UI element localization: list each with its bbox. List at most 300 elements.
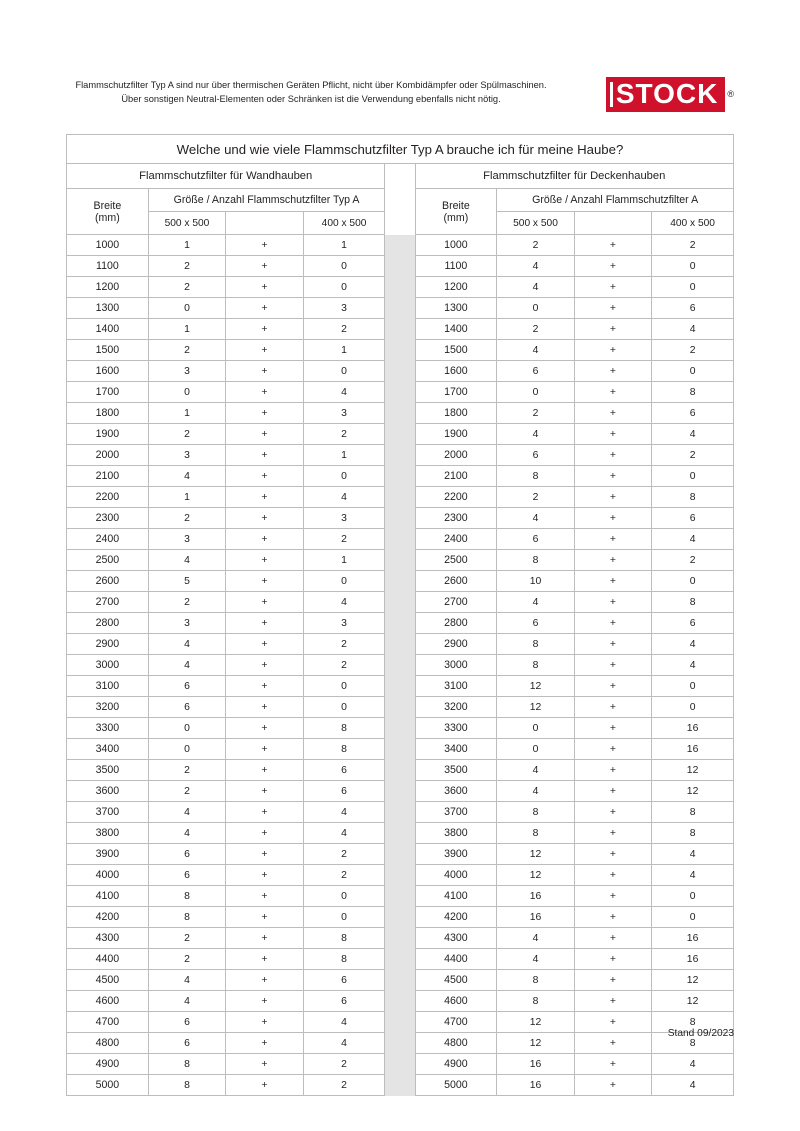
- table-row: [67, 256, 734, 277]
- row-right-breite: 4300: [415, 928, 497, 949]
- row-left-plus: +: [226, 907, 303, 928]
- row-right-count-500: 4: [497, 340, 574, 361]
- row-left-count-400: 0: [303, 466, 385, 487]
- row-left-count-500: 1: [148, 235, 225, 256]
- row-right-plus: +: [574, 1033, 651, 1054]
- column-spacer-cell: [385, 655, 415, 676]
- row-left-breite: 2300: [67, 508, 149, 529]
- row-left-breite: 2100: [67, 466, 149, 487]
- row-right-breite: 3200: [415, 697, 497, 718]
- row-right-count-500: 4: [497, 760, 574, 781]
- row-right-count-500: 12: [497, 865, 574, 886]
- row-left-breite: 4800: [67, 1033, 149, 1054]
- table-row: [67, 424, 734, 445]
- left-breite-label: Breite: [93, 199, 122, 212]
- row-right-breite: 2200: [415, 487, 497, 508]
- table-body: [67, 235, 734, 1096]
- table-row: [67, 445, 734, 466]
- table-row: [67, 781, 734, 802]
- row-right-count-500: 8: [497, 970, 574, 991]
- table-row: [67, 718, 734, 739]
- table-row: [67, 1054, 734, 1075]
- row-left-plus: +: [226, 298, 303, 319]
- row-left-count-400: 0: [303, 361, 385, 382]
- table-row: [67, 403, 734, 424]
- row-left-count-500: 6: [148, 865, 225, 886]
- column-spacer-cell: [385, 823, 415, 844]
- row-left-breite: 3100: [67, 676, 149, 697]
- table-row: [67, 886, 734, 907]
- row-right-plus: +: [574, 739, 651, 760]
- row-left-count-500: 4: [148, 550, 225, 571]
- logo-box: [606, 77, 726, 112]
- table-title: Welche und wie viele Flammschutzfilter Typ A brauche ich für meine Haube?: [67, 135, 734, 164]
- row-left-count-400: 0: [303, 277, 385, 298]
- section-header-wandhauben: Flammschutzfilter für Wandhauben: [67, 164, 385, 189]
- row-left-plus: +: [226, 1075, 303, 1096]
- row-left-plus: +: [226, 970, 303, 991]
- row-right-breite: 2700: [415, 592, 497, 613]
- row-left-breite: 3300: [67, 718, 149, 739]
- row-right-count-500: 4: [497, 508, 574, 529]
- row-right-breite: 2400: [415, 529, 497, 550]
- left-size-a-header: 500 x 500: [148, 212, 225, 235]
- row-left-breite: 3200: [67, 697, 149, 718]
- row-right-plus: +: [574, 886, 651, 907]
- row-left-count-500: 0: [148, 718, 225, 739]
- row-right-count-500: 0: [497, 382, 574, 403]
- row-right-count-500: 12: [497, 676, 574, 697]
- row-right-plus: +: [574, 424, 651, 445]
- column-spacer-cell: [385, 1054, 415, 1075]
- row-right-plus: +: [574, 655, 651, 676]
- column-spacer-cell: [385, 361, 415, 382]
- row-left-plus: +: [226, 823, 303, 844]
- row-right-count-500: 16: [497, 907, 574, 928]
- row-left-plus: +: [226, 991, 303, 1012]
- column-spacer-cell: [385, 928, 415, 949]
- row-right-count-400: 0: [652, 886, 734, 907]
- row-right-count-400: 12: [652, 991, 734, 1012]
- row-right-count-400: 4: [652, 655, 734, 676]
- row-left-breite: 1400: [67, 319, 149, 340]
- row-right-count-400: 4: [652, 529, 734, 550]
- row-left-plus: +: [226, 235, 303, 256]
- table-row: [67, 928, 734, 949]
- row-left-breite: 4200: [67, 907, 149, 928]
- row-left-breite: 1100: [67, 256, 149, 277]
- footer-stand: Stand 09/2023: [667, 1028, 734, 1039]
- table-row: [67, 970, 734, 991]
- row-left-count-400: 6: [303, 991, 385, 1012]
- table-row: [67, 1033, 734, 1054]
- row-right-breite: 1700: [415, 382, 497, 403]
- row-right-plus: +: [574, 781, 651, 802]
- row-left-count-400: 4: [303, 592, 385, 613]
- row-right-count-500: 2: [497, 235, 574, 256]
- row-right-breite: 5000: [415, 1075, 497, 1096]
- row-left-count-400: 4: [303, 1012, 385, 1033]
- row-right-plus: +: [574, 466, 651, 487]
- row-left-count-500: 2: [148, 340, 225, 361]
- column-spacer-cell: [385, 508, 415, 529]
- row-left-breite: 2700: [67, 592, 149, 613]
- row-right-count-400: 8: [652, 382, 734, 403]
- column-spacer-cell: [385, 382, 415, 403]
- row-right-count-500: 4: [497, 781, 574, 802]
- table-row: [67, 697, 734, 718]
- row-left-breite: 4000: [67, 865, 149, 886]
- row-left-count-400: 3: [303, 403, 385, 424]
- row-right-count-400: 0: [652, 907, 734, 928]
- row-right-plus: +: [574, 277, 651, 298]
- row-left-count-400: 0: [303, 907, 385, 928]
- row-right-breite: 2900: [415, 634, 497, 655]
- row-right-plus: +: [574, 928, 651, 949]
- column-spacer: [385, 164, 415, 235]
- filter-table-wrapper: [66, 134, 734, 1096]
- row-left-count-400: 8: [303, 739, 385, 760]
- row-right-breite: 3600: [415, 781, 497, 802]
- right-breite-label: Breite: [442, 199, 470, 212]
- column-spacer-cell: [385, 466, 415, 487]
- column-spacer-cell: [385, 403, 415, 424]
- logo-registered-icon: ®: [727, 89, 734, 99]
- row-right-count-400: 4: [652, 319, 734, 340]
- column-spacer-cell: [385, 865, 415, 886]
- row-left-breite: 4900: [67, 1054, 149, 1075]
- row-left-breite: 1500: [67, 340, 149, 361]
- row-left-count-500: 4: [148, 634, 225, 655]
- table-row: [67, 277, 734, 298]
- row-right-count-400: 6: [652, 298, 734, 319]
- row-left-count-500: 0: [148, 739, 225, 760]
- row-right-count-400: 8: [652, 823, 734, 844]
- table-row: [67, 739, 734, 760]
- row-left-count-500: 2: [148, 424, 225, 445]
- row-right-count-400: 8: [652, 487, 734, 508]
- row-right-count-500: 0: [497, 298, 574, 319]
- row-left-plus: +: [226, 844, 303, 865]
- row-left-breite: 3700: [67, 802, 149, 823]
- row-right-plus: +: [574, 508, 651, 529]
- row-left-breite: 5000: [67, 1075, 149, 1096]
- row-left-plus: +: [226, 424, 303, 445]
- row-left-count-500: 8: [148, 1075, 225, 1096]
- row-left-plus: +: [226, 340, 303, 361]
- row-right-breite: 1900: [415, 424, 497, 445]
- right-breite-header: [415, 189, 497, 235]
- row-left-count-500: 1: [148, 319, 225, 340]
- section-header-deckenhauben: Flammschutzfilter für Deckenhauben: [415, 164, 733, 189]
- left-size-b-header: 400 x 500: [303, 212, 385, 235]
- row-right-plus: +: [574, 340, 651, 361]
- row-left-count-400: 6: [303, 781, 385, 802]
- row-right-count-500: 8: [497, 823, 574, 844]
- row-right-plus: +: [574, 907, 651, 928]
- row-right-count-400: 2: [652, 445, 734, 466]
- row-right-breite: 4600: [415, 991, 497, 1012]
- row-right-breite: 3000: [415, 655, 497, 676]
- row-right-plus: +: [574, 319, 651, 340]
- row-right-plus: +: [574, 676, 651, 697]
- row-left-count-500: 5: [148, 571, 225, 592]
- row-left-count-500: 4: [148, 466, 225, 487]
- row-left-plus: +: [226, 445, 303, 466]
- row-left-plus: +: [226, 655, 303, 676]
- table-title-row: [67, 135, 734, 164]
- row-left-plus: +: [226, 802, 303, 823]
- row-right-count-500: 2: [497, 403, 574, 424]
- row-left-plus: +: [226, 256, 303, 277]
- row-left-plus: +: [226, 1054, 303, 1075]
- left-size-mid-header: [226, 212, 303, 235]
- row-right-count-500: 8: [497, 466, 574, 487]
- row-right-count-500: 12: [497, 1012, 574, 1033]
- row-left-plus: +: [226, 592, 303, 613]
- row-right-plus: +: [574, 802, 651, 823]
- row-left-breite: 1300: [67, 298, 149, 319]
- row-left-plus: +: [226, 508, 303, 529]
- row-right-plus: +: [574, 970, 651, 991]
- right-size-mid-header: [574, 212, 651, 235]
- row-left-breite: 2000: [67, 445, 149, 466]
- row-right-count-500: 8: [497, 634, 574, 655]
- row-right-plus: +: [574, 592, 651, 613]
- row-right-count-500: 2: [497, 319, 574, 340]
- row-left-breite: 4300: [67, 928, 149, 949]
- row-right-count-500: 12: [497, 844, 574, 865]
- row-left-breite: 1900: [67, 424, 149, 445]
- row-left-count-500: 4: [148, 655, 225, 676]
- row-right-count-400: 0: [652, 361, 734, 382]
- row-left-breite: 4700: [67, 1012, 149, 1033]
- column-spacer-cell: [385, 1075, 415, 1096]
- table-section-row: [67, 164, 734, 189]
- table-row: [67, 487, 734, 508]
- row-left-count-400: 2: [303, 634, 385, 655]
- row-right-count-400: 16: [652, 718, 734, 739]
- row-left-breite: 1000: [67, 235, 149, 256]
- row-left-count-500: 6: [148, 676, 225, 697]
- row-right-breite: 4700: [415, 1012, 497, 1033]
- row-left-count-500: 4: [148, 991, 225, 1012]
- row-left-plus: +: [226, 277, 303, 298]
- row-right-count-500: 16: [497, 886, 574, 907]
- row-right-breite: 4500: [415, 970, 497, 991]
- row-left-count-400: 1: [303, 340, 385, 361]
- row-right-count-400: 16: [652, 739, 734, 760]
- column-spacer-cell: [385, 340, 415, 361]
- row-left-count-500: 2: [148, 928, 225, 949]
- row-left-count-500: 4: [148, 823, 225, 844]
- logo-text: STOCK: [615, 77, 719, 109]
- row-right-count-500: 10: [497, 571, 574, 592]
- row-left-plus: +: [226, 487, 303, 508]
- row-left-count-500: 2: [148, 760, 225, 781]
- row-right-count-500: 8: [497, 991, 574, 1012]
- row-left-count-400: 6: [303, 760, 385, 781]
- row-right-breite: 4100: [415, 886, 497, 907]
- row-right-plus: +: [574, 865, 651, 886]
- row-left-count-400: 0: [303, 886, 385, 907]
- table-row: [67, 235, 734, 256]
- table-row: [67, 382, 734, 403]
- row-right-plus: +: [574, 760, 651, 781]
- row-right-breite: 2300: [415, 508, 497, 529]
- column-spacer-cell: [385, 991, 415, 1012]
- row-left-count-400: 4: [303, 1033, 385, 1054]
- row-right-count-400: 4: [652, 844, 734, 865]
- row-left-count-500: 4: [148, 802, 225, 823]
- row-left-plus: +: [226, 550, 303, 571]
- right-breite-unit: (mm): [443, 211, 469, 224]
- row-left-count-500: 6: [148, 1033, 225, 1054]
- row-right-breite: 3700: [415, 802, 497, 823]
- row-right-plus: +: [574, 487, 651, 508]
- row-left-count-500: 8: [148, 907, 225, 928]
- row-right-count-400: 16: [652, 928, 734, 949]
- row-left-count-400: 4: [303, 802, 385, 823]
- logo-bar-icon: [610, 82, 613, 107]
- row-right-count-400: 2: [652, 340, 734, 361]
- row-right-count-500: 16: [497, 1075, 574, 1096]
- row-right-count-400: 12: [652, 760, 734, 781]
- row-right-count-400: 4: [652, 634, 734, 655]
- row-right-breite: 3900: [415, 844, 497, 865]
- row-left-plus: +: [226, 739, 303, 760]
- table-row: [67, 361, 734, 382]
- row-right-plus: +: [574, 823, 651, 844]
- row-right-breite: 3300: [415, 718, 497, 739]
- row-right-count-400: 4: [652, 1054, 734, 1075]
- row-left-count-500: 2: [148, 508, 225, 529]
- row-left-plus: +: [226, 760, 303, 781]
- row-left-plus: +: [226, 886, 303, 907]
- row-left-count-400: 2: [303, 1075, 385, 1096]
- table-row: [67, 655, 734, 676]
- row-right-plus: +: [574, 298, 651, 319]
- row-left-plus: +: [226, 1033, 303, 1054]
- row-left-count-400: 2: [303, 529, 385, 550]
- row-right-breite: 2800: [415, 613, 497, 634]
- row-left-count-400: 4: [303, 487, 385, 508]
- row-right-plus: +: [574, 697, 651, 718]
- row-right-plus: +: [574, 1054, 651, 1075]
- row-right-count-500: 4: [497, 424, 574, 445]
- row-left-plus: +: [226, 613, 303, 634]
- row-left-count-500: 0: [148, 382, 225, 403]
- row-left-count-400: 1: [303, 235, 385, 256]
- row-left-count-400: 2: [303, 424, 385, 445]
- row-left-breite: 3000: [67, 655, 149, 676]
- table-row: [67, 550, 734, 571]
- row-right-breite: 1200: [415, 277, 497, 298]
- row-left-breite: 1600: [67, 361, 149, 382]
- row-left-breite: 4600: [67, 991, 149, 1012]
- row-left-breite: 2800: [67, 613, 149, 634]
- table-row: [67, 571, 734, 592]
- column-spacer-cell: [385, 949, 415, 970]
- row-right-count-400: 12: [652, 970, 734, 991]
- row-left-plus: +: [226, 865, 303, 886]
- row-left-count-400: 1: [303, 445, 385, 466]
- row-right-breite: 4400: [415, 949, 497, 970]
- row-left-count-400: 1: [303, 550, 385, 571]
- row-right-count-500: 2: [497, 487, 574, 508]
- table-row: [67, 949, 734, 970]
- row-right-plus: +: [574, 949, 651, 970]
- row-right-count-400: 4: [652, 865, 734, 886]
- row-right-count-500: 6: [497, 529, 574, 550]
- row-left-count-400: 2: [303, 1054, 385, 1075]
- row-left-count-400: 0: [303, 256, 385, 277]
- row-right-plus: +: [574, 550, 651, 571]
- row-right-count-500: 6: [497, 361, 574, 382]
- column-spacer-cell: [385, 781, 415, 802]
- table-row: [67, 508, 734, 529]
- row-left-count-400: 8: [303, 949, 385, 970]
- column-spacer-cell: [385, 424, 415, 445]
- column-spacer-cell: [385, 487, 415, 508]
- row-right-breite: 1600: [415, 361, 497, 382]
- row-left-count-500: 6: [148, 697, 225, 718]
- left-group-header: Größe / Anzahl Flammschutzfilter Typ A: [148, 189, 385, 212]
- row-right-breite: 2000: [415, 445, 497, 466]
- row-left-count-400: 0: [303, 697, 385, 718]
- table-row: [67, 340, 734, 361]
- row-left-count-400: 3: [303, 508, 385, 529]
- left-breite-unit: (mm): [95, 211, 120, 224]
- column-spacer-cell: [385, 718, 415, 739]
- row-right-count-500: 4: [497, 928, 574, 949]
- column-spacer-cell: [385, 697, 415, 718]
- table-row: [67, 613, 734, 634]
- row-right-plus: +: [574, 529, 651, 550]
- row-left-plus: +: [226, 718, 303, 739]
- row-right-count-500: 4: [497, 949, 574, 970]
- column-spacer-cell: [385, 907, 415, 928]
- row-left-count-500: 2: [148, 781, 225, 802]
- row-right-count-400: 8: [652, 592, 734, 613]
- row-left-breite: 2400: [67, 529, 149, 550]
- row-right-breite: 4800: [415, 1033, 497, 1054]
- row-right-count-400: 2: [652, 235, 734, 256]
- row-right-plus: +: [574, 844, 651, 865]
- table-row: [67, 844, 734, 865]
- row-right-count-400: 6: [652, 403, 734, 424]
- row-left-breite: 3400: [67, 739, 149, 760]
- row-left-count-400: 3: [303, 298, 385, 319]
- row-right-plus: +: [574, 718, 651, 739]
- row-left-breite: 2600: [67, 571, 149, 592]
- row-left-count-500: 8: [148, 1054, 225, 1075]
- column-spacer-cell: [385, 802, 415, 823]
- row-left-breite: 1800: [67, 403, 149, 424]
- row-left-count-400: 6: [303, 970, 385, 991]
- stock-logo: [606, 74, 734, 114]
- row-right-count-400: 6: [652, 508, 734, 529]
- row-left-plus: +: [226, 949, 303, 970]
- row-right-count-400: 0: [652, 571, 734, 592]
- row-left-count-400: 0: [303, 571, 385, 592]
- row-right-breite: 1400: [415, 319, 497, 340]
- row-right-plus: +: [574, 382, 651, 403]
- row-left-breite: 2900: [67, 634, 149, 655]
- row-right-plus: +: [574, 634, 651, 655]
- column-spacer-cell: [385, 256, 415, 277]
- row-right-plus: +: [574, 571, 651, 592]
